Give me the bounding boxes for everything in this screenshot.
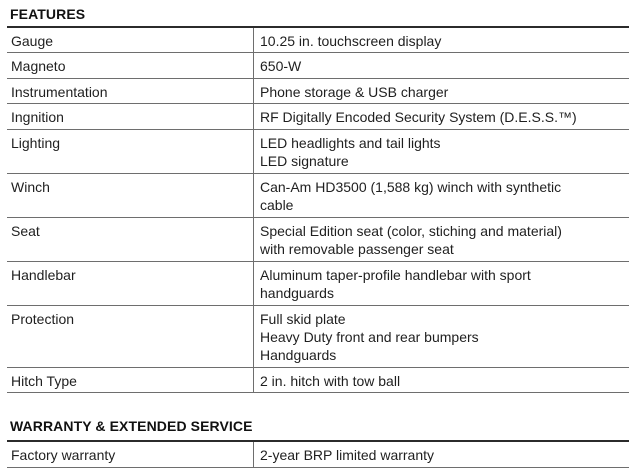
row-label: Seat (11, 223, 40, 239)
row-label: Protection (11, 311, 75, 327)
row-label: Gauge (11, 33, 54, 49)
table-row (7, 130, 629, 174)
row-label: Handlebar (11, 267, 76, 283)
row-value (260, 32, 626, 50)
column-divider (253, 130, 254, 173)
column-divider (253, 442, 254, 467)
row-value (260, 108, 626, 126)
row-value (260, 134, 626, 170)
column-divider (253, 104, 254, 129)
value-line: handguards (260, 285, 334, 301)
column-divider (253, 28, 254, 52)
value-line: LED headlights and tail lights (260, 135, 441, 151)
table-row (7, 174, 629, 218)
row-value (260, 222, 626, 258)
table-row (7, 368, 629, 393)
value-line: RF Digitally Encoded Security System (D.E.S.S.™) (260, 109, 577, 125)
row-value (260, 266, 626, 302)
warranty-table (7, 442, 629, 468)
row-value (260, 178, 626, 214)
value-line: LED signature (260, 153, 349, 169)
table-row (7, 442, 629, 468)
column-divider (253, 174, 254, 217)
value-line: cable (260, 197, 294, 213)
column-divider (253, 306, 254, 367)
column-divider (253, 53, 254, 78)
table-row (7, 218, 629, 262)
value-line: 650-W (260, 58, 302, 74)
row-value (260, 310, 626, 364)
value-line: with removable passenger seat (260, 241, 454, 257)
column-divider (253, 262, 254, 305)
row-label: Ingnition (11, 109, 64, 125)
row-value (260, 446, 626, 464)
column-divider (253, 368, 254, 392)
row-label: Magneto (11, 58, 66, 74)
row-value (260, 372, 626, 390)
warranty-heading: WARRANTY & EXTENDED SERVICE (10, 418, 253, 434)
table-row (7, 306, 629, 368)
row-label: Lighting (11, 135, 61, 151)
value-line: 10.25 in. touchscreen display (260, 33, 442, 49)
table-row (7, 104, 629, 130)
value-line: Aluminum taper-profile handlebar with sport (260, 267, 531, 283)
table-row (7, 53, 629, 79)
value-line: Full skid plate (260, 311, 346, 327)
value-line: Special Edition seat (color, stiching and material) (260, 223, 562, 239)
table-row (7, 262, 629, 306)
value-line: Can-Am HD3500 (1,588 kg) winch with synthetic (260, 179, 562, 195)
value-line: Heavy Duty front and rear bumpers (260, 329, 479, 345)
table-row (7, 79, 629, 104)
value-line: Phone storage & USB charger (260, 84, 449, 100)
row-label: Factory warranty (11, 447, 116, 463)
value-line: Handguards (260, 347, 337, 363)
row-label: Instrumentation (11, 84, 108, 100)
column-divider (253, 218, 254, 261)
value-line: 2 in. hitch with tow ball (260, 373, 401, 389)
column-divider (253, 79, 254, 103)
features-heading: FEATURES (10, 6, 86, 22)
table-row (7, 28, 629, 53)
row-label: Hitch Type (11, 373, 77, 389)
row-label: Winch (11, 179, 50, 195)
row-value (260, 83, 626, 101)
features-table (7, 28, 629, 393)
value-line: 2-year BRP limited warranty (260, 447, 435, 463)
row-value (260, 57, 626, 75)
